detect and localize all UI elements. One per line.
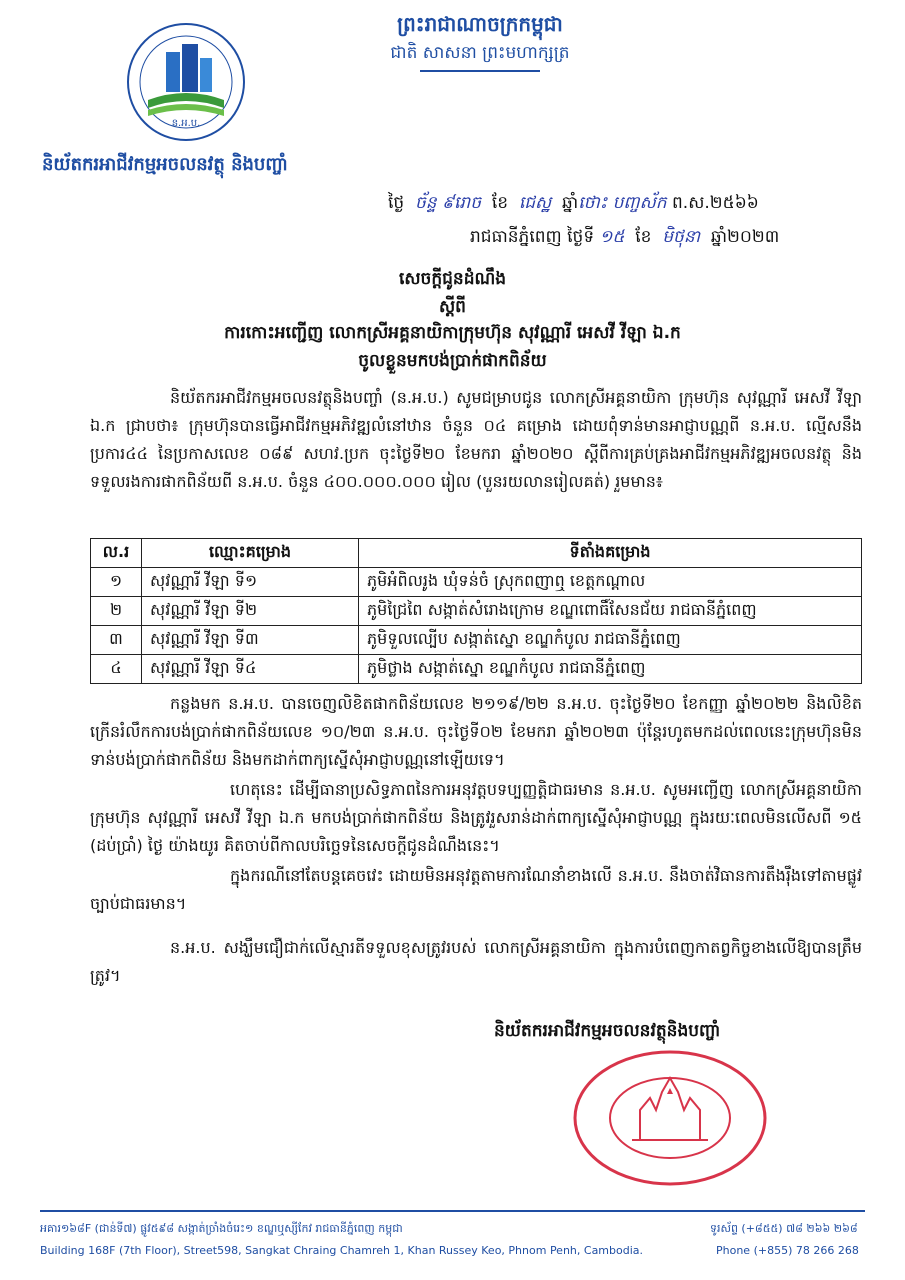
notice-subject: ការកោះអញ្ជើញ លោកស្រីអគ្គនាយិកាក្រុមហ៊ុន សុវណ្ណារី អេសវី វីឡា ឯ.ក — [224, 323, 681, 343]
table-row: ១ សុវណ្ណារី វីឡា ទី១ ភូមិអំពិលរូង ឃុំទន់ចំ ស្រុកពញាឮ ខេត្តកណ្ដាល — [91, 568, 862, 597]
paragraph-closing: ន.អ.ប. សង្ឃឹមជឿជាក់លើស្មារតីទទួលខុសត្រូវរបស់ លោកស្រីអគ្គនាយិកា ក្នុងការបំពេញកាតព្វកិច្ចខាងលើឱ្យបានត្រឹមត្រូវ។ — [90, 938, 862, 985]
table-row: ២ សុវណ្ណារី វីឡា ទី២ ភូមិជ្រៃពៃ សង្កាត់សំរោងក្រោម ខណ្ឌពោធិ៍សែនជ័យ រាជធានីភ្នំពេញ — [91, 597, 862, 626]
footer-address-en: Building 168F (7th Floor), Street598, Sangkat Chraing Chamreh 1, Khan Russey Keo, Phnom Penh, Cambodia. — [40, 1244, 644, 1257]
notice-title: សេចក្ដីជូនដំណឹង — [398, 269, 507, 289]
org-name: និយ័តករអាជីវកម្មអចលនវត្ថុ និងបញ្ចាំ — [42, 154, 288, 175]
projects-table — [90, 538, 862, 684]
table-row: ៣ សុវណ្ណារី វីឡា ទី៣ ភូមិទួលល្បើប សង្កាត់ស្នោ ខណ្ឌកំបូល រាជធានីភ្នំពេញ — [91, 626, 862, 655]
signature-org: និយ័តករអាជីវកម្មអចលនវត្ថុនិងបញ្ចាំ — [494, 1021, 721, 1041]
svg-text:ន.អ.ប.: ន.អ.ប. — [171, 118, 201, 129]
paragraph-intro: និយ័តករអាជីវកម្មអចលនវត្ថុនិងបញ្ចាំ (ន.អ.ប.) សូមជម្រាបជូន លោកស្រីអគ្គនាយិកា ក្រុមហ៊ុន សុវណ្ណារី អេសវី វីឡា ឯ.ក ជ្រាបថា៖ ក្រុមហ៊ុនបានធ្វើអាជីវកម្មអភិវឌ្ឍលំនៅឋាន ចំនួន ០៤ គម្រោង ដោយពុំទាន់មានអាជ្ញាបណ្ណពី ន.អ.ប. ល្មើសនឹងប្រការ៤៤ នៃប្រកាសលេខ ០៨៩ សហវ.ប្រក ចុះថ្ងៃទី២០ ខែមករា ឆ្នាំ២០២០ ស្ដីពីការគ្រប់គ្រងអាជីវកម្មអភិវឌ្ឍអចលនវត្ថុ និងទទួលរងការផាកពិន័យពី ន.អ.ប. ចំនួន ៤០០.០០០.០០០ រៀល (បួនរយលានរៀលគត់) រួមមាន៖ — [90, 388, 862, 491]
paragraph-history: កន្លងមក ន.អ.ប. បានចេញលិខិតផាកពិន័យលេខ ២១១៩/២២ ន.អ.ប. ចុះថ្ងៃទី២០ ខែកញ្ញា ឆ្នាំ២០២២ និងលិខិតក្រើនរំលឹកការបង់ប្រាក់ផាកពិន័យលេខ ១០/២៣ ន.អ.ប. ចុះថ្ងៃទី០២ ខែមករា ឆ្នាំ២០២៣ ប៉ុន្តែរហូតមកដល់ពេលនេះក្រុមហ៊ុនមិនទាន់បង់ប្រាក់ផាកពិន័យ និងមកដាក់ពាក្យស្នើសុំអាជ្ញាបណ្ណនៅឡើយទេ។ — [90, 694, 862, 769]
col-project-name: ឈ្មោះគម្រោង — [142, 539, 359, 568]
paragraph-request: ហេតុនេះ ដើម្បីធានាប្រសិទ្ធភាពនៃការអនុវត្តបទប្បញ្ញត្តិជាធរមាន ន.អ.ប. សូមអញ្ជើញ លោកស្រីអគ្គនាយិកា ក្រុមហ៊ុន សុវណ្ណារី អេសវី វីឡា ឯ.ក មកបង់ប្រាក់ផាកពិន័យ និងត្រូវរួសរាន់ដាក់ពាក្យស្នើសុំអាជ្ញាបណ្ណ ក្នុងរយៈពេលមិនលើសពី ១៥ (ដប់ប្រាំ) ថ្ងៃ យ៉ាងយូរ គិតចាប់ពីកាលបរិច្ឆេទនៃសេចក្ដីជូនដំណឹងនេះ។ — [90, 780, 862, 855]
table-row: ៤ សុវណ្ណារី វីឡា ទី៤ ភូមិថ្លាង សង្កាត់ស្នោ ខណ្ឌកំបូល រាជធានីភ្នំពេញ — [91, 655, 862, 684]
regulator-logo — [108, 20, 264, 158]
paragraph-warning: ក្នុងករណីនៅតែបន្តគេចវេះ ដោយមិនអនុវត្តតាមការណែនាំខាងលើ ន.អ.ប. នឹងចាត់វិធានការតឹងរ៉ឹងទៅតាមផ្លូវច្បាប់ជាធរមាន។ — [90, 866, 862, 913]
notice-subject-cont: ចូលខ្លួនមកបង់ប្រាក់ផាកពិន័យ — [358, 351, 547, 371]
official-stamp — [570, 1048, 770, 1188]
footer-address-km: អគារ១៦៨F (ជាន់ទី៧) ផ្លូវ៥៩៨ សង្កាត់ច្រាំងចំរេះ១ ខណ្ឌឬស្សីកែវ រាជធានីភ្នំពេញ កម្ពុជា — [40, 1222, 403, 1235]
solar-date: រាជធានីភ្នំពេញ ថ្ងៃទី ១៥ ខែ មិថុនា ឆ្នាំ២០២៣ — [470, 227, 780, 247]
notice-subject-label: ស្ដីពី — [439, 297, 466, 317]
kingdom-title: ព្រះរាជាណាចក្រកម្ពុជា — [397, 12, 563, 36]
footer-phone-en: Phone (+855) 78 266 268 — [716, 1244, 859, 1257]
footer-divider — [40, 1210, 865, 1212]
table-header-row — [91, 539, 862, 568]
footer-phone-km: ទូរស័ព្ទ (+៨៥៥) ៧៨ ២៦៦ ២៦៨ — [710, 1222, 858, 1235]
national-motto: ជាតិ សាសនា ព្រះមហាក្សត្រ — [390, 43, 570, 63]
col-project-location: ទីតាំងគម្រោង — [359, 539, 862, 568]
motto-divider — [420, 70, 540, 72]
col-no: ល.រ — [91, 539, 142, 568]
lunar-date: ថ្ងៃ ច័ន្ទ ៩រោច ខែ ជេស្ឋ ឆ្នាំថោះ បញ្ចស័ក ព.ស.២៥៦៦ — [388, 193, 759, 213]
